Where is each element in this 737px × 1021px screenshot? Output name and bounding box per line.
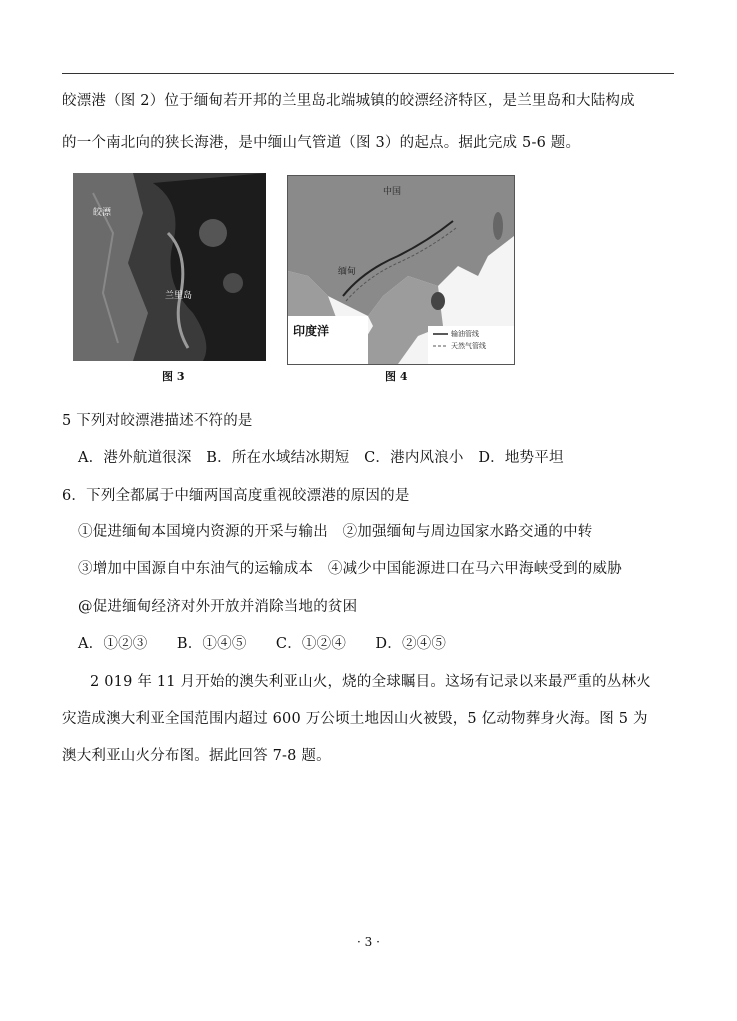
question-6-item-1: ①促进缅甸本国境内资源的开采与输出 ②加强缅甸与周边国家水路交通的中转	[78, 524, 593, 540]
passage-2-line-1: 2 019 年 11 月开始的澳失利亚山火，烧的全球瞩目。这场有记录以来最严重的丛林火	[90, 674, 651, 690]
passage-2-line-3: 澳大利亚山火分布图。据此回答 7-8 题。	[62, 748, 331, 764]
figure-4-pipeline-map	[287, 175, 515, 365]
intro-line-2: 的一个南北向的狭长海港，是中缅山气管道（图 3）的起点。据此完成 5-6 题。	[62, 135, 581, 151]
fig3-label-island: 兰里岛	[165, 291, 193, 301]
page-number: · 3 ·	[357, 935, 380, 949]
question-6-item-2: ③增加中国源自中东油气的运输成本 ④减少中国能源进口在马六甲海峡受到的威胁	[78, 561, 622, 577]
question-5-stem: 5 下列对皎漂港描述不符的是	[62, 413, 253, 429]
figure-4-caption: 图 4	[385, 370, 408, 383]
fig4-legend-oil: 输油管线	[451, 330, 479, 338]
fig4-label-indian-ocean: 印度洋	[293, 324, 330, 338]
fig3-label-kyaukpyu: 皎漂	[93, 208, 112, 218]
question-5-options: A．港外航道很深 B．所在水域结冰期短 C．港内风浪小 D．地势平坦	[78, 450, 564, 466]
question-6-options: A．①②③ B．①④⑤ C．①②④ D．②④⑤	[78, 636, 447, 652]
fig4-legend-gas: 天然气管线	[451, 342, 486, 350]
figure-3-caption: 图 3	[162, 370, 185, 383]
fig4-label-china: 中国	[383, 187, 402, 197]
passage-2-line-2: 灾造成澳大利亚全国范围内超过 600 万公顷土地因山火被毁，5 亿动物葬身火海。图 5 为	[62, 711, 648, 727]
intro-line-1: 皎漂港（图 2）位于缅甸若开邦的兰里岛北端城镇的皎漂经济特区，是兰里岛和大陆构成	[62, 93, 635, 109]
satellite-image-graphic	[73, 173, 266, 361]
question-6-stem: 6．下列全都属于中缅两国高度重视皎漂港的原因的是	[62, 488, 410, 504]
question-6-item-3: @促进缅甸经济对外开放并消除当地的贫困	[78, 599, 358, 615]
header-rule	[62, 73, 674, 74]
figure-3-satellite-image	[73, 173, 266, 361]
fig4-label-myanmar: 缅甸	[338, 267, 357, 277]
